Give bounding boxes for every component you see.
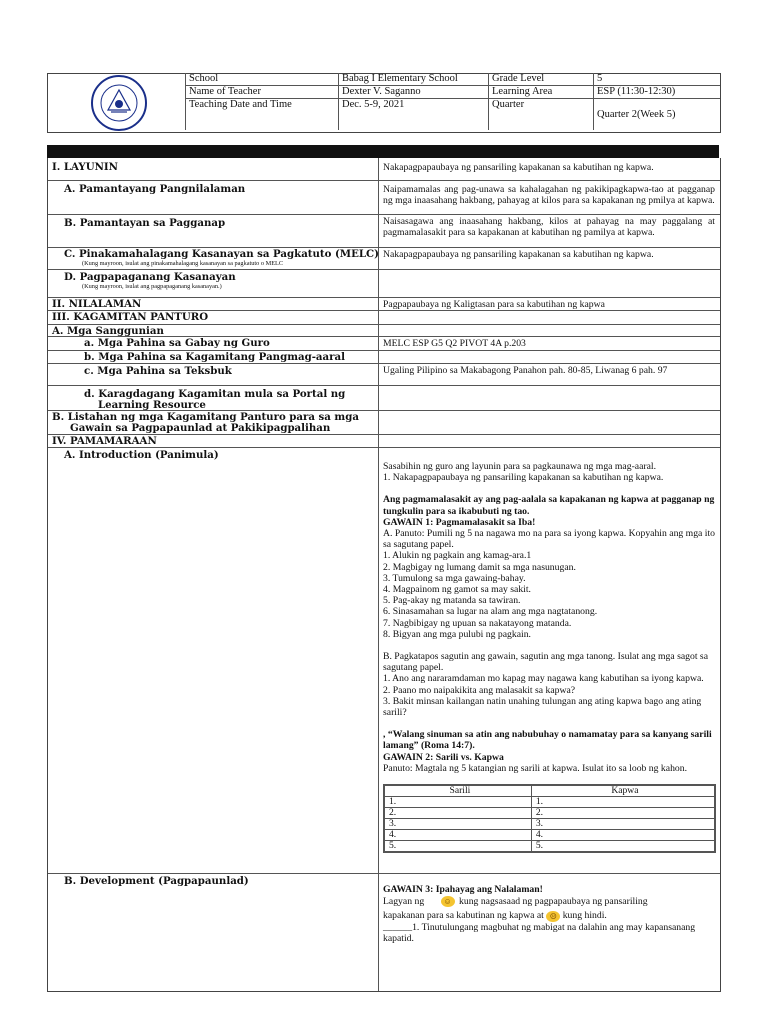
- teacher-value: Dexter V. Saganno: [338, 86, 491, 99]
- kapwa-column-header: Kapwa: [531, 786, 714, 797]
- kagamitang-mag-aaral-label: b. Mga Pahina sa Kagamitang Pangmag-aaral: [84, 351, 345, 363]
- sarili-cell[interactable]: 5.: [385, 841, 532, 852]
- header-info-grid: [185, 73, 719, 131]
- melc-value: Nakapagpapaubaya ng pansariling kapakanan sa kabutihan ng kapwa.: [383, 249, 654, 260]
- panuto-b-text: B. Pagkatapos sagutin ang gawain, sagutin ang mga tanong. Isulat ang mga sagot sa sagutang papel.: [383, 651, 709, 674]
- gawain-3-line2a: kapakanan para sa kabutinan ng kapwa at: [383, 910, 544, 922]
- quarter-value: Quarter 2(Week 5): [597, 109, 676, 120]
- gawain-1-item: 1. Alukin ng pagkain ang kamag-ara.1: [383, 550, 532, 562]
- kapwa-cell[interactable]: 2.: [531, 808, 714, 819]
- gawain-2-panuto: Panuto: Magtala ng 5 katangian ng sarili at kapwa. Isulat ito sa loob ng kahon.: [383, 762, 688, 774]
- sarili-column-header: Sarili: [385, 786, 532, 797]
- nilalaman-label: II. NILALAMAN: [52, 298, 142, 310]
- gawain-1-item: 8. Bigyan ang mga pulubi ng pagkain.: [383, 628, 531, 640]
- pamantayan-sa-pagganap-label: B. Pamantayan sa Pagganap: [64, 217, 226, 229]
- gawain-3-title: GAWAIN 3: Ipahayag ang Nalalaman!: [383, 884, 543, 895]
- deped-seal-logo: [56, 74, 184, 132]
- teksbuk-value: Ugaling Pilipino sa Makabagong Panahon pah. 80-85, Liwanag 6 pah. 97: [383, 365, 668, 376]
- portal-label-line1: d. Karagdagang Kagamitan mula sa Portal ng: [84, 388, 346, 400]
- gawain-2-title: GAWAIN 2: Sarili vs. Kapwa: [383, 751, 504, 763]
- intro-objective-item: 1. Nakapagpapaubaya ng pansariling kapakanan sa kabutihan ng kapwa.: [383, 472, 664, 484]
- gawain-3-line2b: kung hindi.: [562, 910, 607, 922]
- layunin-label: I. LAYUNIN: [52, 161, 118, 173]
- sarili-cell[interactable]: 1.: [385, 797, 532, 808]
- teksbuk-label: c. Mga Pahina sa Teksbuk: [84, 365, 232, 377]
- pagpapaganang-label: D. Pagpapaganang Kasanayan: [64, 271, 236, 283]
- gawain-3-line1a: Lagyan ng: [383, 896, 425, 908]
- date-value: Dec. 5-9, 2021: [338, 99, 491, 130]
- bible-quote: , “Walang sinuman sa atin ang nabubuhay o namamatay para sa kanyang sarili lamang” (Roma 14:7).: [383, 729, 712, 752]
- gawain-1-item: 6. Sinasamahan sa lugar na alam ang mga nagtatanong.: [383, 606, 598, 618]
- listahan-label-line2: Gawain sa Pagpapaunlad at Pakikipagpalihan: [70, 422, 331, 434]
- gawain-1-item: 7. Nagbibigay ng upuan sa nakatayong matanda.: [383, 617, 572, 629]
- kapwa-cell[interactable]: 1.: [531, 797, 714, 808]
- gawain-3-item-1: ______1. Tinutulungang magbuhat ng mabigat na dalahin ang may kapansanang kapatid.: [383, 921, 696, 944]
- sarili-kapwa-table: [383, 784, 716, 853]
- intro-content: [383, 461, 715, 774]
- gawain-1-item: 4. Magpainom ng gamot sa may sakit.: [383, 584, 531, 596]
- gabay-ng-guro-value: MELC ESP G5 Q2 PIVOT 4A p.203: [383, 338, 526, 349]
- kapwa-cell[interactable]: 5.: [531, 841, 714, 852]
- pamantayang-pangnilalaman-value: Naipamamalas ang pag-unawa sa kahalagahan ng pakikipagkapwa-tao at pagganap ng mga inaasahang hakbang, pahayag at kilos para sa kapakanan ng pmilya at kapwa.: [383, 184, 715, 207]
- pamantayang-pangnilalaman-label: A. Pamantayang Pangnilalaman: [64, 183, 246, 195]
- intro-objective-text: Sasabihin ng guro ang layunin para sa pagkaunawa ng mga mag-aaral.: [383, 461, 657, 472]
- sarili-cell[interactable]: 2.: [385, 808, 532, 819]
- pagpapaganang-note: (Kung mayroon, isulat ang pagpapaganang kasanayan.): [82, 283, 222, 290]
- pamantayan-sa-pagganap-value: Naisasagawa ang inaasahang hakbang, kilos at pahayag na may paggalang at pagmamalasakit para sa kapakanan at kabutihan ng pamilya at kapwa.: [383, 216, 715, 239]
- introduction-label: A. Introduction (Panimula): [64, 449, 219, 461]
- grade-value: 5: [593, 73, 720, 86]
- pagmamalasakit-definition: Ang pagmamalasakit ay ang pag-aalala sa kapakanan ng kapwa at pagganap ng tungkulin para sa ikabubuti ng tao.: [383, 494, 715, 517]
- smiley-face-icon: ☺: [441, 896, 455, 907]
- quarter-label: Quarter: [488, 99, 596, 130]
- question-2: 2. Paano mo naipakikita ang malasakit sa kapwa?: [383, 684, 576, 696]
- question-1: 1. Ano ang nararamdaman mo kapag may nagawa kang kabutihan sa iyong kapwa.: [383, 673, 704, 685]
- question-3: 3. Bakit minsan kailangan natin unahing tulungan ang ating kapwa bago ang ating sarili?: [383, 695, 702, 719]
- gawain-1-item: 2. Magbigay ng lumang damit sa mga nasunugan.: [383, 561, 576, 573]
- sanggunian-label: A. Mga Sanggunian: [52, 325, 164, 337]
- development-label: B. Development (Pagpapaunlad): [64, 875, 249, 887]
- grade-label: Grade Level: [488, 73, 596, 86]
- area-value: ESP (11:30-12:30): [593, 86, 720, 99]
- gawain-1-item: 5. Pag-akay ng matanda sa tawiran.: [383, 595, 521, 607]
- area-label: Learning Area: [488, 86, 596, 99]
- pamamaraan-label: IV. PAMAMARAAN: [52, 435, 157, 447]
- layunin-value: Nakapagpapaubaya ng pansariling kapakanan sa kabutihan ng kapwa.: [383, 162, 654, 173]
- kapwa-cell[interactable]: 4.: [531, 830, 714, 841]
- gabay-ng-guro-label: a. Mga Pahina sa Gabay ng Guro: [84, 337, 270, 349]
- kagamitan-label: III. KAGAMITAN PANTURO: [52, 311, 209, 323]
- kapwa-cell[interactable]: 3.: [531, 819, 714, 830]
- listahan-label-line1: B. Listahan ng mga Kagamitang Panturo para sa mga: [52, 411, 359, 423]
- gawain-1-item: 3. Tumulong sa mga gawaing-bahay.: [383, 572, 526, 584]
- table-header-bar: [47, 145, 719, 158]
- teacher-label: Name of Teacher: [185, 86, 341, 99]
- melc-note: (Kung mayroon, isulat ang pinakamahalagang kasanayan sa pagkatuto o MELC: [82, 260, 284, 267]
- school-value: Babag I Elementary School: [338, 73, 491, 86]
- sarili-cell[interactable]: 4.: [385, 830, 532, 841]
- gawain-3-line1b: kung nagsasaad ng pagpapaubaya ng pansariling: [459, 896, 648, 908]
- sarili-cell[interactable]: 3.: [385, 819, 532, 830]
- frown-face-icon: ☹: [546, 911, 560, 922]
- nilalaman-value: Pagpapaubaya ng Kaligtasan para sa kabutihan ng kapwa: [383, 299, 605, 310]
- column-divider: [378, 158, 379, 991]
- gawain-1-panuto: A. Panuto: Pumili ng 5 na nagawa mo na para sa iyong kapwa. Kopyahin ang mga ito sa sagutang papel.: [383, 528, 716, 551]
- school-label: School: [185, 73, 341, 86]
- portal-label-line2: Learning Resource: [98, 399, 206, 411]
- gawain-1-title: GAWAIN 1: Pagmamalasakit sa Iba!: [383, 516, 536, 528]
- development-content: [383, 884, 715, 944]
- date-label: Teaching Date and Time: [185, 99, 341, 130]
- melc-label: C. Pinakamahalagang Kasanayan sa Pagkatuto (MELC): [64, 248, 379, 260]
